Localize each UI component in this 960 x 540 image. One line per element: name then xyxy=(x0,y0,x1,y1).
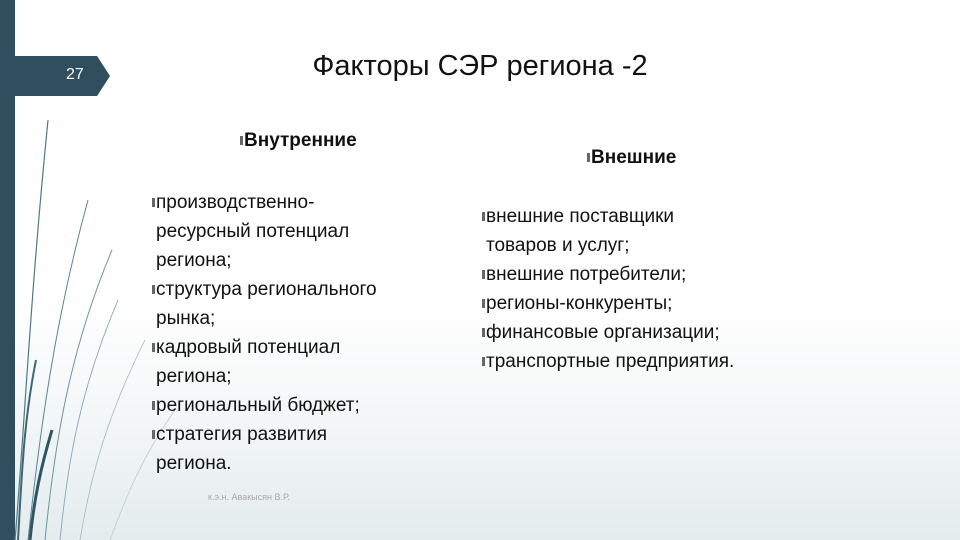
list-item xyxy=(152,246,377,275)
bullet-icon xyxy=(152,430,155,439)
list-item xyxy=(152,391,377,420)
footer-author: к.э.н. Авакысян В.Р. xyxy=(208,492,290,502)
list-item xyxy=(482,318,734,347)
list-item xyxy=(482,289,734,318)
bullet-icon xyxy=(482,357,485,366)
internal-heading-label: Внутренние xyxy=(244,130,357,151)
external-heading-label: Внешние xyxy=(591,147,677,168)
list-item-text: региона; xyxy=(156,366,232,387)
list-item xyxy=(482,202,734,231)
bullet-icon xyxy=(482,328,485,337)
bullet-icon xyxy=(152,198,155,207)
slide-title: Факторы СЭР региона -2 xyxy=(312,50,648,82)
list-item-text: регионы-конкуренты; xyxy=(486,293,673,314)
internal-heading xyxy=(240,130,357,152)
list-item xyxy=(482,231,734,260)
list-item-text: товаров и услуг; xyxy=(486,235,630,256)
bullet-icon xyxy=(152,285,155,294)
list-item xyxy=(152,362,377,391)
list-item xyxy=(152,217,377,246)
list-item-text: региональный бюджет; xyxy=(156,395,360,416)
bullet-icon xyxy=(152,401,155,410)
bullet-icon xyxy=(152,343,155,352)
list-item xyxy=(152,449,377,478)
bullet-icon xyxy=(482,212,485,221)
internal-factors-list xyxy=(152,188,377,478)
list-item xyxy=(482,347,734,376)
list-item xyxy=(152,275,377,304)
list-item-text: транспортные предприятия. xyxy=(486,351,735,372)
list-item-text: региона; xyxy=(156,250,232,271)
bullet-icon xyxy=(482,270,485,279)
list-item xyxy=(152,333,377,362)
list-item-text: структура регионального xyxy=(156,279,377,300)
external-heading xyxy=(587,147,676,169)
bullet-icon xyxy=(587,153,590,162)
external-factors-list xyxy=(482,202,734,376)
slide-number: 27 xyxy=(66,66,84,83)
list-item-text: региона. xyxy=(156,453,232,474)
list-item-text: производственно- xyxy=(156,192,315,213)
list-item xyxy=(152,420,377,449)
bullet-icon xyxy=(482,299,485,308)
list-item xyxy=(152,188,377,217)
list-item xyxy=(152,304,377,333)
list-item-text: внешние потребители; xyxy=(486,264,687,285)
bullet-icon xyxy=(240,136,243,145)
list-item-text: кадровый потенциал xyxy=(156,337,341,358)
list-item-text: внешние поставщики xyxy=(486,206,675,227)
list-item-text: стратегия развития xyxy=(156,424,328,445)
list-item-text: ресурсный потенциал xyxy=(156,221,350,242)
list-item-text: рынка; xyxy=(156,308,216,329)
list-item-text: финансовые организации; xyxy=(486,322,720,343)
list-item xyxy=(482,260,734,289)
